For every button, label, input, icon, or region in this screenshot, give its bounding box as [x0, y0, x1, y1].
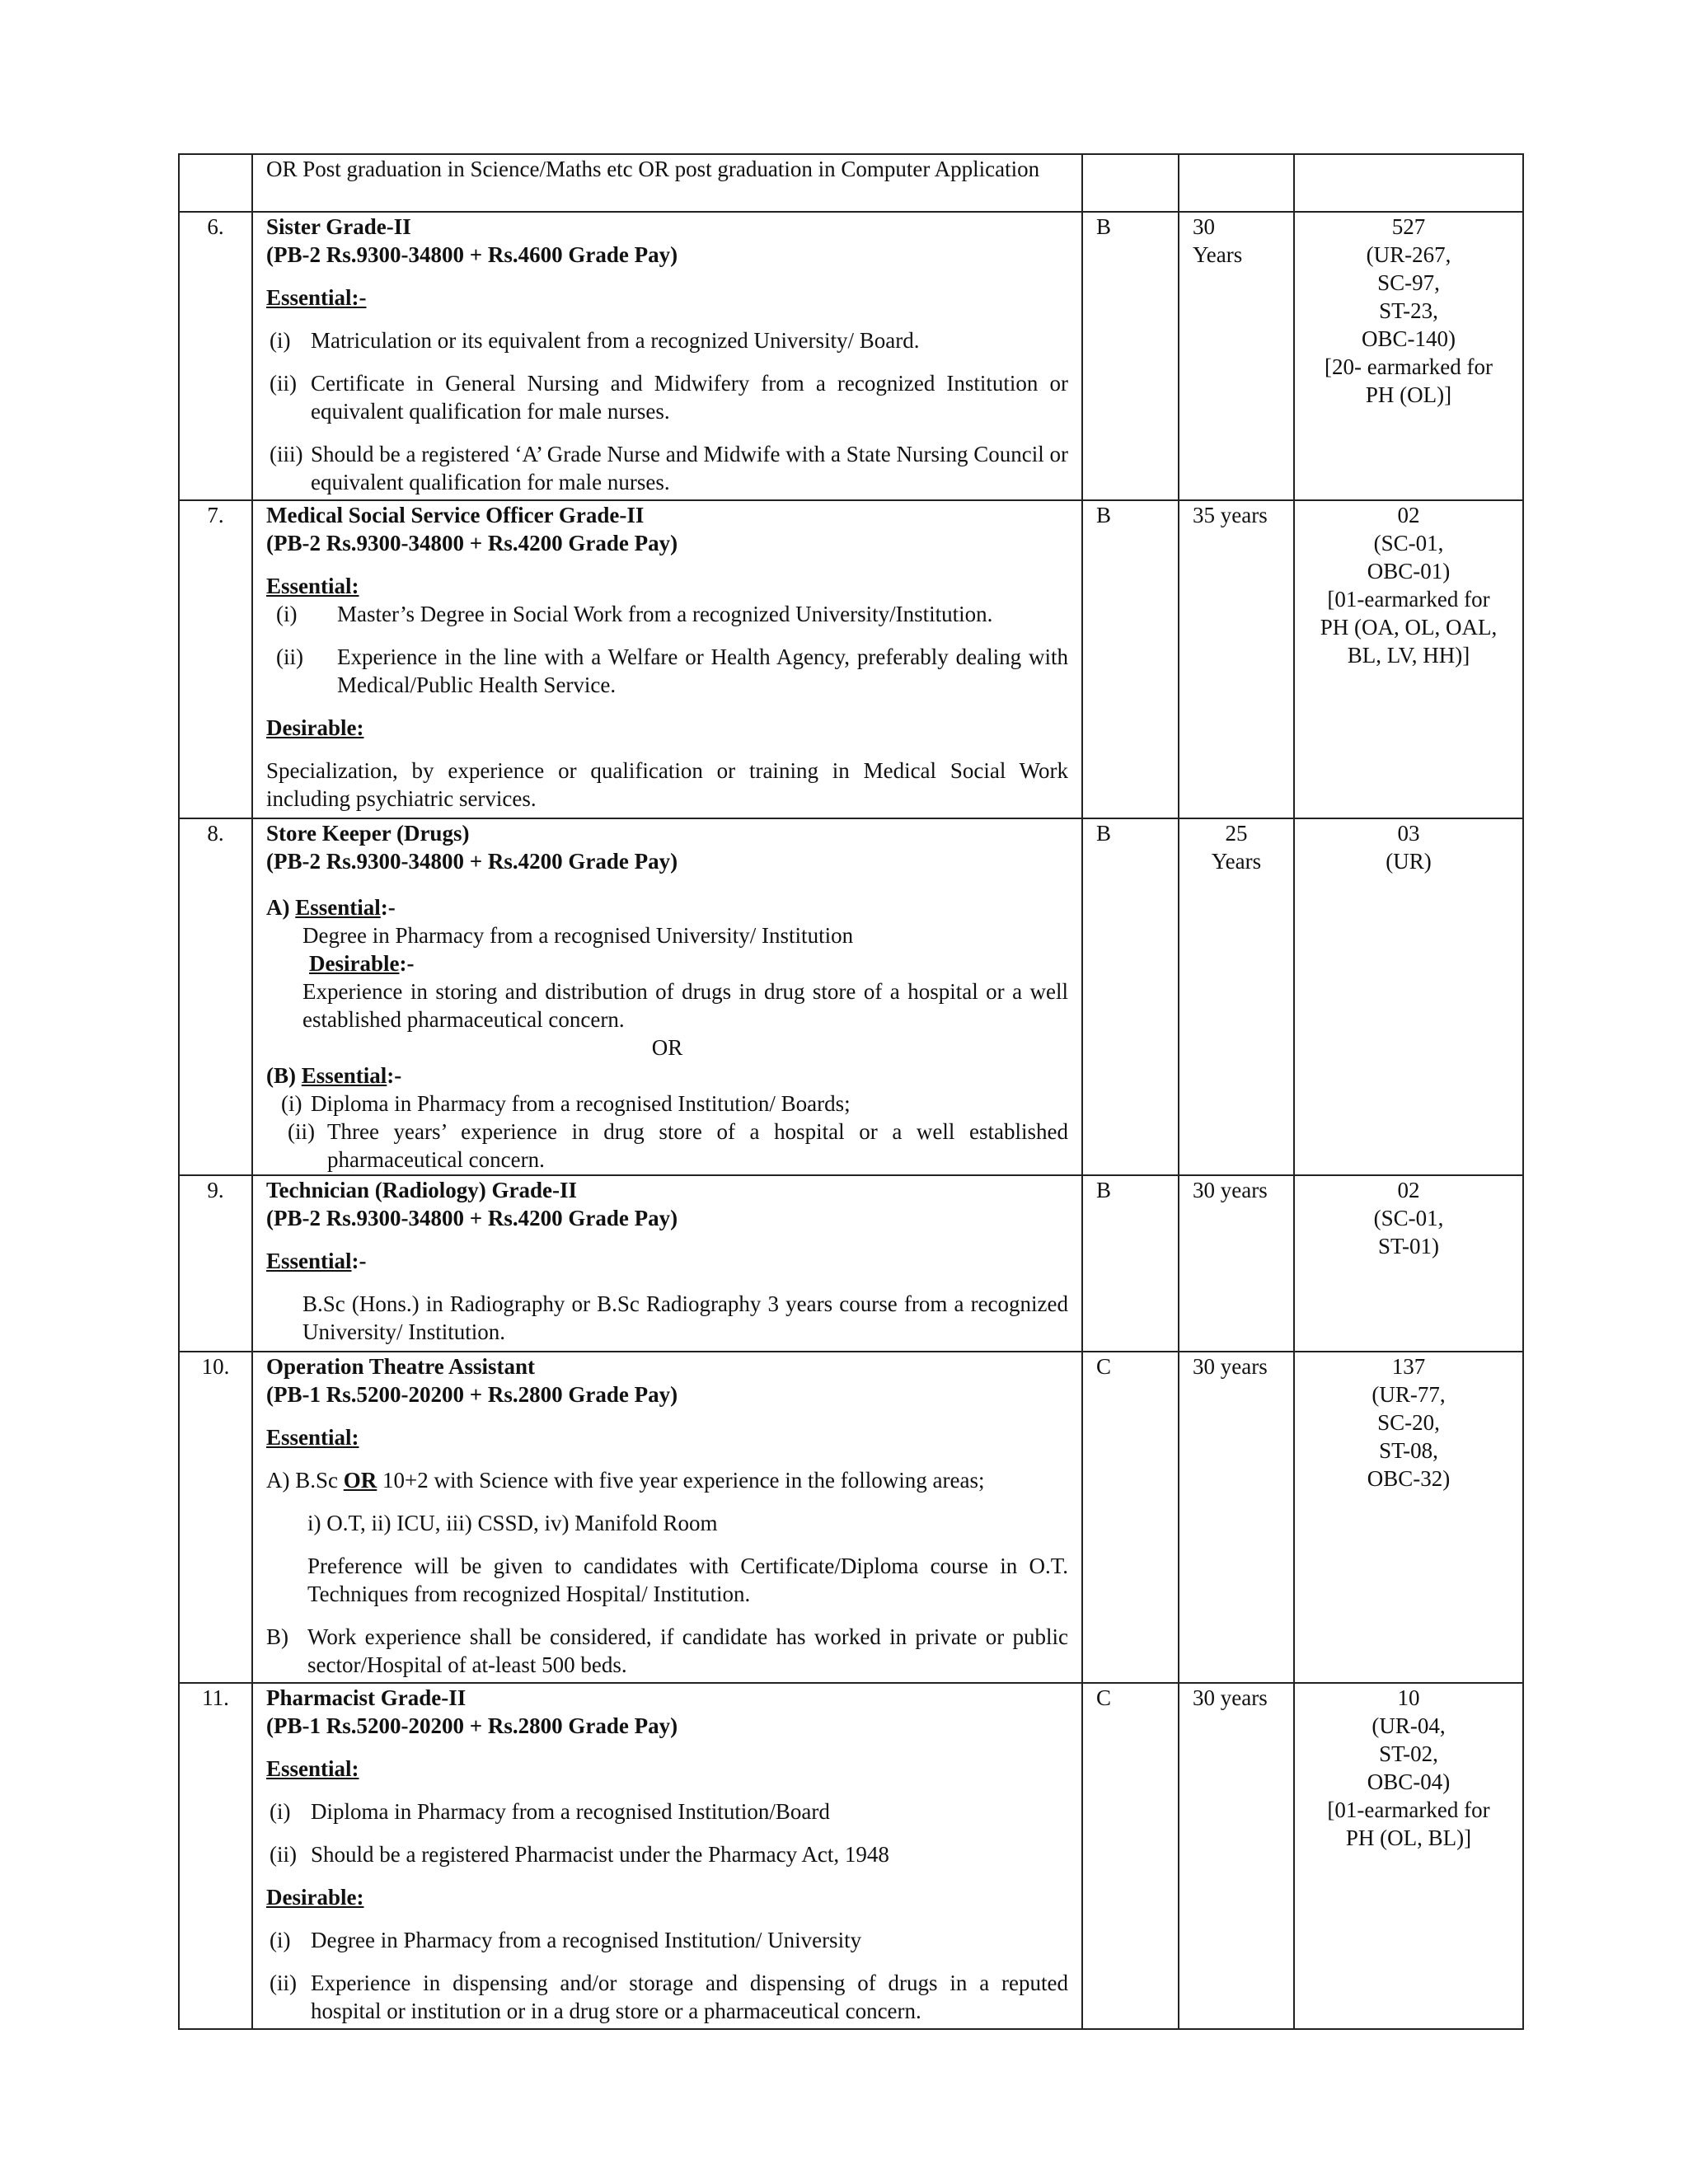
vacancy-line: (UR): [1386, 849, 1432, 874]
table-row-7: [179, 500, 1523, 818]
qualification-item: [266, 1840, 1068, 1868]
qualification-item: [266, 643, 1068, 699]
group-cell: B: [1082, 818, 1179, 1175]
description-cell: [252, 818, 1082, 1175]
vacancy-line: ST-01): [1377, 1234, 1439, 1258]
vacancy-line: (UR-77,: [1372, 1382, 1446, 1407]
age-cell: [1179, 154, 1294, 212]
item-number: B): [266, 1624, 288, 1649]
vacancy-line: 137: [1391, 1354, 1426, 1379]
description-cell: [252, 154, 1082, 212]
continuation-text: OR Post graduation in Science/Maths etc OR post graduation in Computer Application: [266, 157, 1040, 181]
item-text: Experience in dispensing and/or storage and dispensing of drugs in a reputed hospital or institution or in a drug store or a pharmaceutical concern.: [311, 1971, 1068, 2023]
table-row-10: [179, 1352, 1523, 1683]
vacancy-cell: [1294, 1352, 1523, 1683]
item-text: Degree in Pharmacy from a recognised Institution/ University: [311, 1928, 862, 1952]
essential-heading: Essential: [295, 895, 381, 920]
qualification-item: [266, 369, 1068, 425]
essential-heading: Essential:: [266, 1425, 359, 1450]
sno-cell: 7.: [179, 500, 252, 818]
vacancy-line: 02: [1397, 503, 1420, 527]
sno-cell: 10.: [179, 1352, 252, 1683]
vacancy-cell: [1294, 1683, 1523, 2029]
vacancy-line: (UR-267,: [1366, 242, 1451, 267]
post-title: Medical Social Service Officer Grade-II: [266, 503, 645, 527]
vacancy-cell: [1294, 818, 1523, 1175]
post-title: Technician (Radiology) Grade-II: [266, 1178, 578, 1202]
option-a-prefix: A) B.Sc: [266, 1468, 344, 1493]
vacancy-line: [01-earmarked for: [1327, 587, 1490, 612]
age-cell: 35 years: [1179, 500, 1294, 818]
sno-cell: [179, 154, 252, 212]
vacancy-cell: [1294, 154, 1523, 212]
desirable-text: Specialization, by experience or qualification or training in Medical Social Work including psychiatric services.: [266, 758, 1068, 811]
item-text: Work experience shall be considered, if candidate has worked in private or public sector/Hospital of at-least 500 beds.: [307, 1624, 1068, 1677]
option-a-label: A): [266, 895, 296, 920]
description-cell: [252, 1352, 1082, 1683]
heading-suffix: :-: [351, 1249, 367, 1273]
vacancy-line: 03: [1397, 821, 1420, 846]
essential-heading: Essential: [301, 1063, 387, 1088]
vacancy-line: BL, LV, HH)]: [1347, 643, 1470, 668]
vacancy-line: 02: [1397, 1178, 1420, 1202]
preference-text: Preference will be given to candidates with Certificate/Diploma course in O.T. Techniques from recognized Hospital/ Institution.: [307, 1554, 1068, 1606]
qualification-item: [266, 440, 1068, 496]
post-title: Store Keeper (Drugs): [266, 821, 470, 846]
vacancy-line: ST-23,: [1379, 298, 1438, 323]
post-title: Sister Grade-II: [266, 214, 411, 239]
or-keyword: OR: [343, 1468, 377, 1493]
desirable-item: [266, 1969, 1068, 2025]
vacancy-line: PH (OA, OL, OAL,: [1320, 615, 1498, 640]
item-text: Matriculation or its equivalent from a recognized University/ Board.: [311, 328, 920, 353]
item-number: (i): [270, 328, 291, 353]
age-cell: [1179, 818, 1294, 1175]
item-number: (i): [270, 1799, 291, 1824]
desirable-heading: Desirable:: [266, 715, 364, 740]
age-cell: 30 years: [1179, 1683, 1294, 2029]
option-b-item: [266, 1623, 1068, 1679]
sno-cell: 9.: [179, 1175, 252, 1352]
description-cell: [252, 212, 1082, 500]
pay-scale: (PB-2 Rs.9300-34800 + Rs.4600 Grade Pay): [266, 242, 678, 267]
pay-scale: (PB-2 Rs.9300-34800 + Rs.4200 Grade Pay): [266, 1206, 678, 1230]
pay-scale: (PB-1 Rs.5200-20200 + Rs.2800 Grade Pay): [266, 1382, 678, 1407]
desirable-heading: Desirable: [309, 951, 400, 976]
item-text: Experience in the line with a Welfare or Health Agency, preferably dealing with Medical/Public Health Service.: [337, 644, 1068, 697]
group-cell: [1082, 154, 1179, 212]
group-cell: B: [1082, 212, 1179, 500]
pay-scale: (PB-2 Rs.9300-34800 + Rs.4200 Grade Pay): [266, 849, 678, 874]
vacancy-cell: [1294, 1175, 1523, 1352]
essential-heading: Essential:: [266, 1756, 359, 1781]
heading-suffix: :-: [399, 951, 415, 976]
item-number: (i): [270, 1928, 291, 1952]
group-cell: B: [1082, 500, 1179, 818]
item-text: Should be a registered Pharmacist under the Pharmacy Act, 1948: [311, 1842, 889, 1867]
posts-table: [178, 153, 1524, 2030]
vacancy-line: [20- earmarked for: [1325, 354, 1493, 379]
description-cell: [252, 1175, 1082, 1352]
item-text: Certificate in General Nursing and Midwifery from a recognized Institution or equivalent qualification for male nurses.: [311, 371, 1068, 424]
post-title: Operation Theatre Assistant: [266, 1354, 536, 1379]
essential-text: Degree in Pharmacy from a recognised University/ Institution: [302, 923, 854, 948]
sno-cell: 6.: [179, 212, 252, 500]
vacancy-line: (SC-01,: [1373, 531, 1444, 555]
vacancy-cell: [1294, 500, 1523, 818]
desirable-heading: Desirable:: [266, 1885, 364, 1910]
table-row-11: [179, 1683, 1523, 2029]
vacancy-cell: [1294, 212, 1523, 500]
vacancy-line: [01-earmarked for: [1327, 1797, 1490, 1822]
vacancy-line: OBC-140): [1362, 326, 1456, 351]
table-row-6: [179, 212, 1523, 500]
item-number: (ii): [270, 1842, 297, 1867]
age-cell: 30 years: [1179, 1175, 1294, 1352]
essential-heading: Essential:-: [266, 285, 367, 310]
vacancy-line: PH (OL, BL)]: [1345, 1825, 1472, 1850]
option-b-label: (B): [266, 1063, 302, 1088]
table-row-continuation: [179, 154, 1523, 212]
age-value: 30: [1193, 214, 1215, 239]
description-cell: [252, 500, 1082, 818]
desirable-text: Experience in storing and distribution of drugs in drug store of a hospital or a well established pharmaceutical concern.: [302, 979, 1068, 1032]
vacancy-line: OBC-32): [1367, 1466, 1451, 1491]
table-row-8: [179, 818, 1523, 1175]
sno-cell: 11.: [179, 1683, 252, 2029]
vacancy-line: OBC-04): [1367, 1769, 1451, 1794]
pay-scale: (PB-1 Rs.5200-20200 + Rs.2800 Grade Pay): [266, 1713, 678, 1738]
item-text: Master’s Degree in Social Work from a recognized University/Institution.: [337, 602, 993, 626]
vacancy-line: ST-08,: [1379, 1438, 1438, 1463]
group-cell: C: [1082, 1683, 1179, 2029]
sno-cell: 8.: [179, 818, 252, 1175]
item-number: (ii): [270, 1971, 297, 1995]
heading-suffix: :-: [380, 895, 396, 920]
vacancy-line: ST-02,: [1379, 1741, 1438, 1766]
qualification-item: [266, 1118, 1068, 1174]
vacancy-line: 10: [1397, 1685, 1420, 1710]
essential-heading: Essential:: [266, 574, 359, 598]
vacancy-line: PH (OL)]: [1365, 382, 1452, 407]
desirable-item: [266, 1926, 1068, 1954]
group-cell: B: [1082, 1175, 1179, 1352]
age-value: 25: [1225, 821, 1248, 846]
item-text: Diploma in Pharmacy from a recognised Institution/Board: [311, 1799, 830, 1824]
description-cell: [252, 1683, 1082, 2029]
qualification-item: [266, 326, 1068, 354]
age-cell: [1179, 212, 1294, 500]
qualification-item: [266, 1090, 1068, 1118]
table-row-9: [179, 1175, 1523, 1352]
option-a-text: [266, 1466, 1068, 1494]
qualification-item: [266, 1797, 1068, 1825]
vacancy-line: (UR-04,: [1372, 1713, 1446, 1738]
item-number: (i): [276, 602, 298, 626]
item-text: Should be a registered ‘A’ Grade Nurse and Midwife with a State Nursing Council or equivalent qualification for male nurses.: [311, 442, 1068, 494]
item-text: Diploma in Pharmacy from a recognised Institution/ Boards;: [311, 1091, 851, 1116]
age-cell: 30 years: [1179, 1352, 1294, 1683]
or-separator: OR: [651, 1035, 683, 1060]
item-number: (i): [281, 1091, 302, 1116]
item-number: (ii): [270, 371, 297, 396]
age-unit: Years: [1211, 849, 1262, 874]
vacancy-line: SC-97,: [1377, 270, 1440, 295]
essential-text: B.Sc (Hons.) in Radiography or B.Sc Radiography 3 years course from a recognized University/ Institution.: [302, 1291, 1068, 1344]
vacancy-line: 527: [1391, 214, 1426, 239]
item-number: (ii): [276, 644, 303, 669]
age-unit: Years: [1193, 242, 1243, 267]
item-number: (iii): [270, 442, 303, 466]
option-a-suffix: 10+2 with Science with five year experience in the following areas;: [377, 1468, 985, 1493]
essential-heading: Essential: [266, 1249, 352, 1273]
vacancy-line: OBC-01): [1367, 559, 1451, 583]
heading-suffix: :-: [387, 1063, 402, 1088]
item-number: (ii): [288, 1119, 315, 1144]
vacancy-line: SC-20,: [1377, 1410, 1440, 1435]
post-title: Pharmacist Grade-II: [266, 1685, 467, 1710]
vacancy-line: (SC-01,: [1373, 1206, 1444, 1230]
areas-list: i) O.T, ii) ICU, iii) CSSD, iv) Manifold Room: [307, 1511, 718, 1535]
item-text: Three years’ experience in drug store of a hospital or a well established pharmaceutical concern.: [327, 1119, 1068, 1172]
pay-scale: (PB-2 Rs.9300-34800 + Rs.4200 Grade Pay): [266, 531, 678, 555]
qualification-item: [266, 600, 1068, 628]
group-cell: C: [1082, 1352, 1179, 1683]
